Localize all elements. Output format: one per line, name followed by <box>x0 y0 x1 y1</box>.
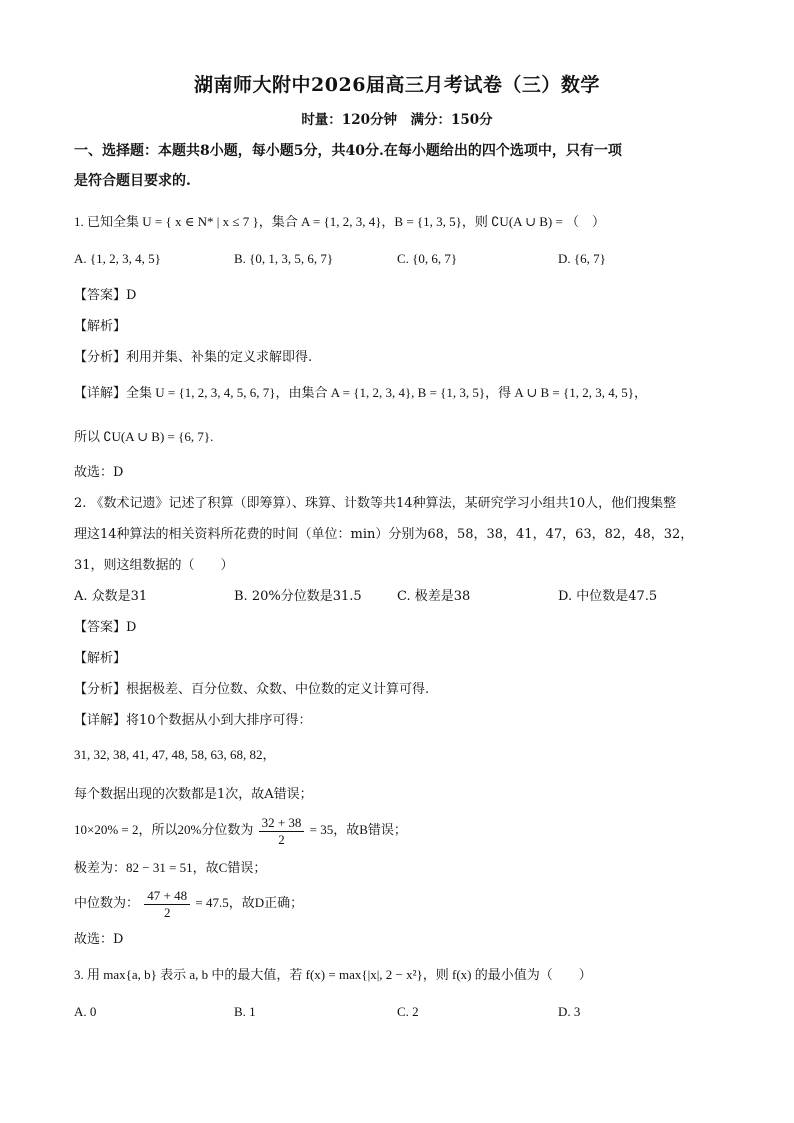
section-heading-line2: 是符合题目要求的. <box>74 173 191 189</box>
q2-choose: 故选：D <box>74 932 124 947</box>
q2-mode-check: 每个数据出现的次数都是1次，故A错误； <box>74 787 313 802</box>
q1-choose: 故选：D <box>74 465 124 480</box>
page-title: 湖南师大附中2026届高三月考试卷（三）数学 <box>194 74 600 96</box>
q2-range-check: 极差为：82 − 31 = 51，故C错误； <box>74 860 267 875</box>
q2-stem-line2: 理这14种算法的相关资料所花费的时间（单位：min）分别为68，58，38，41，47，63，82，48，32， <box>74 527 694 542</box>
q2-percentile-line <box>74 812 407 848</box>
q2-percentile-numerator: 32 + 38 <box>259 815 305 832</box>
section-heading-line1: 一、选择题：本题共8小题，每小题5分，共40分.在每小题给出的四个选项中，只有一项 <box>74 143 622 159</box>
q2-sorted-data: 31, 32, 38, 41, 47, 48, 58, 63, 68, 82， <box>74 747 276 762</box>
q1-detail: 【详解】全集 U = {1, 2, 3, 4, 5, 6, 7}，由集合 A = {1, 2, 3, 4}, B = {1, 3, 5}，得 A ∪ B = {1, 2, 3, 4, 5}， <box>74 385 647 400</box>
q2-detail: 【详解】将10个数据从小到大排序可得： <box>74 713 312 728</box>
q2-percentile-post: = 35，故B错误； <box>309 822 407 837</box>
q1-option-d: D. {6, 7} <box>558 251 606 266</box>
q2-option-b: B. 20%分位数是31.5 <box>234 589 362 604</box>
q3-option-b: B. 1 <box>234 1004 256 1019</box>
q2-stem-line1: 2. 《数术记遗》记述了积算（即筹算）、珠算、计数等共14种算法，某研究学习小组共10人，他们搜集整 <box>74 496 677 511</box>
q3-stem: 3. 用 max{a, b} 表示 a, b 中的最大值，若 f(x) = max{|x|, 2 − x²}，则 f(x) 的最小值为（ ） <box>74 967 592 982</box>
q1-analysis-label: 【解析】 <box>74 319 127 334</box>
exam-time-score: 时量：120分钟 满分：150分 <box>301 112 493 128</box>
q1-option-c: C. {0, 6, 7} <box>397 251 458 266</box>
q2-percentile-pre: 10×20% = 2，所以20%分位数为 <box>74 822 254 837</box>
q1-stem: 1. 已知全集 U = { x ∈ N* | x ≤ 7 }，集合 A = {1, 2, 3, 4}，B = {1, 3, 5}，则 ∁U(A ∪ B) = （ ） <box>74 214 606 229</box>
q2-median-post: = 47.5，故D正确； <box>195 895 304 910</box>
q2-median-pre: 中位数为： <box>74 895 140 910</box>
q3-option-c: C. 2 <box>397 1004 419 1019</box>
q2-median-numerator: 47 + 48 <box>144 888 190 905</box>
q2-answer: 【答案】D <box>74 620 137 635</box>
q3-option-a: A. 0 <box>74 1004 97 1019</box>
q2-median-line <box>74 885 303 921</box>
q2-stem-line3: 31，则这组数据的（ ） <box>74 558 234 573</box>
q2-fenxi: 【分析】根据极差、百分位数、众数、中位数的定义计算可得. <box>74 682 430 697</box>
q3-option-d: D. 3 <box>558 1004 581 1019</box>
q1-answer: 【答案】D <box>74 288 137 303</box>
q2-median-fraction <box>144 888 190 921</box>
q2-percentile-denominator: 2 <box>278 831 285 847</box>
q1-fenxi: 【分析】利用并集、补集的定义求解即得. <box>74 350 313 365</box>
q2-option-a: A. 众数是31 <box>74 589 148 604</box>
q2-option-d: D. 中位数是47.5 <box>558 589 658 604</box>
q1-option-a: A. {1, 2, 3, 4, 5} <box>74 251 161 266</box>
q1-option-b: B. {0, 1, 3, 5, 6, 7} <box>234 251 334 266</box>
q2-median-denominator: 2 <box>163 904 171 920</box>
q2-analysis-label: 【解析】 <box>74 651 127 666</box>
q2-percentile-fraction <box>259 815 305 848</box>
q1-conclusion: 所以 ∁U(A ∪ B) = {6, 7}. <box>74 429 214 444</box>
q2-option-c: C. 极差是38 <box>397 589 471 604</box>
